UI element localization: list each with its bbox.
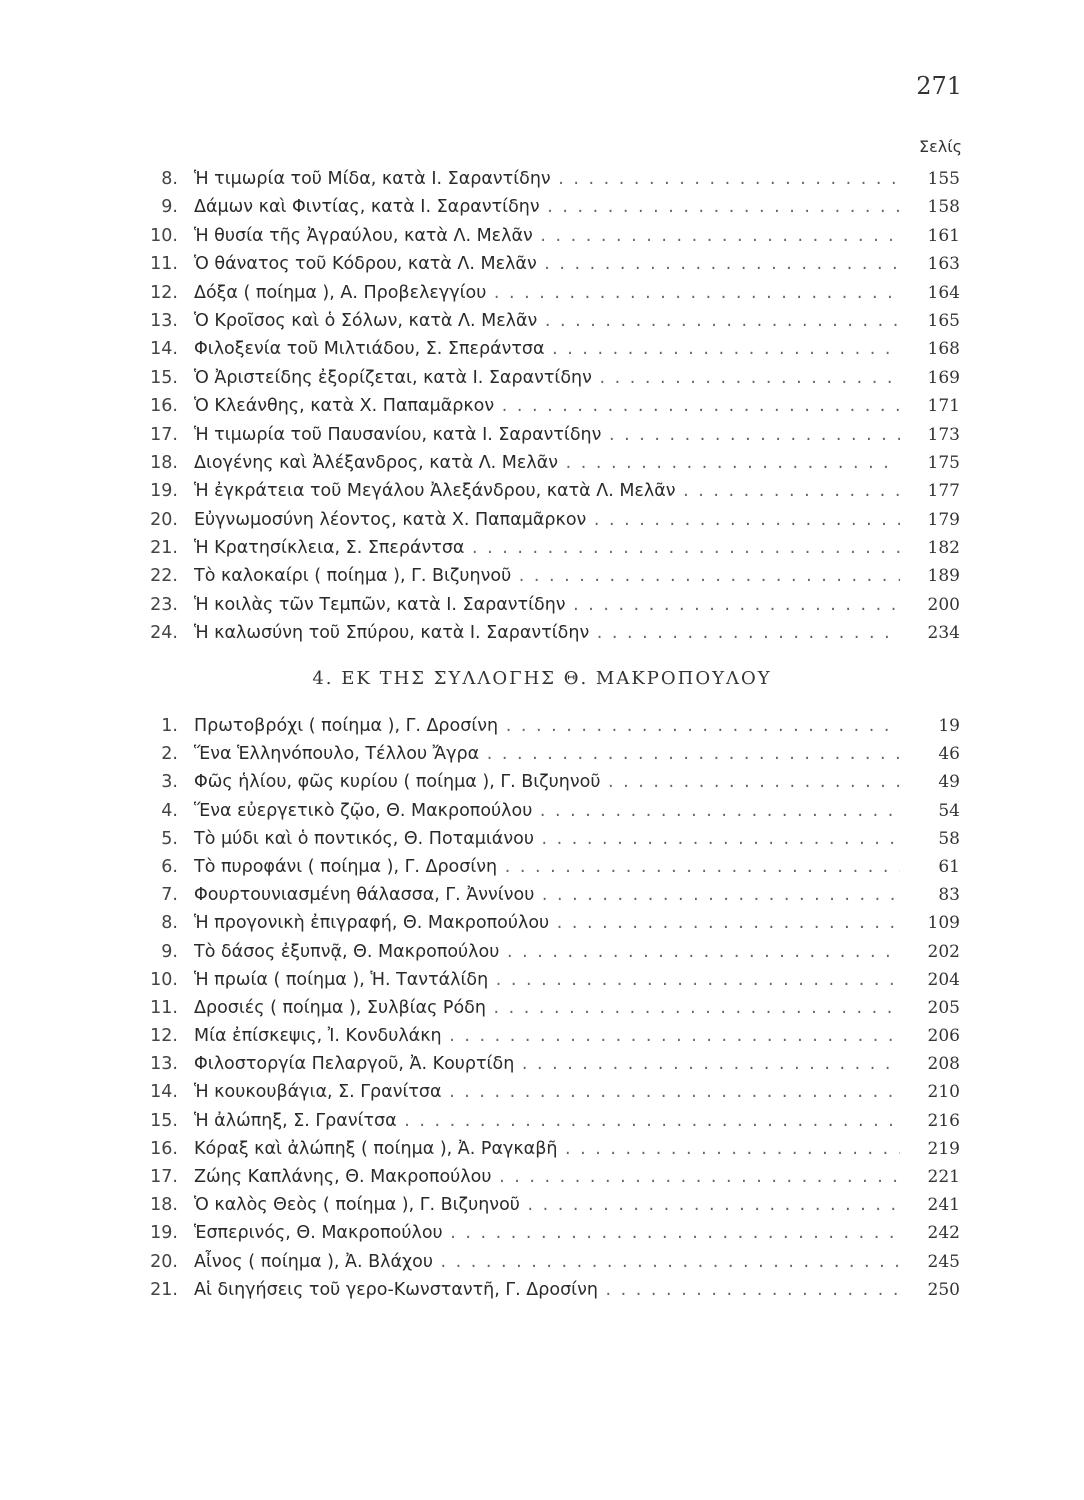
contents-list-section-3 (0, 167, 1084, 650)
toc-entry (0, 479, 1084, 507)
entry-title: Ἡ κουκουβάγια, Σ. Γρανίτσα . . . (194, 1080, 954, 1104)
toc-entry (0, 1193, 1084, 1221)
entry-number: 15. (150, 367, 178, 388)
entry-page-number: 182 (900, 536, 960, 560)
toc-entry (0, 423, 1084, 451)
entry-page-number: 168 (900, 337, 960, 361)
entry-page-number: 177 (900, 479, 960, 503)
entry-page-number: 161 (900, 224, 960, 248)
entry-title: Ἡ τιμωρία τοῦ Μίδα, κατὰ Ι. Σαραντίδην . . . (194, 167, 954, 191)
toc-entry (0, 770, 1084, 798)
toc-entry (0, 1052, 1084, 1080)
toc-entry (0, 309, 1084, 337)
entry-page-number: 163 (900, 252, 960, 276)
entry-page-number: 46 (900, 742, 960, 766)
entry-page-number: 200 (900, 593, 960, 617)
entry-page-number: 61 (900, 855, 960, 879)
toc-entry (0, 1137, 1084, 1165)
entry-number: 6. (161, 856, 178, 877)
entry-number: 7. (161, 885, 178, 906)
entry-page-number: 175 (900, 451, 960, 475)
entry-page-number: 19 (900, 714, 960, 738)
entry-title: Ἡ ἀλώπηξ, Σ. Γρανίτσα . . . (194, 1109, 954, 1133)
entry-number: 11. (150, 254, 178, 275)
entry-page-number: 173 (900, 423, 960, 447)
entry-number: 16. (150, 1138, 178, 1159)
entry-title: Αἶνος ( ποίημα ), Ἀ. Βλάχου . . . (194, 1250, 954, 1274)
toc-entry (0, 167, 1084, 195)
entry-title: Ὁ καλὸς Θεὸς ( ποίημα ), Γ. Βιζυηνοῦ . . . (194, 1193, 954, 1217)
entry-number: 8. (161, 913, 178, 934)
entry-number: 16. (150, 396, 178, 417)
entry-page-number: 54 (900, 799, 960, 823)
entry-title: Δόξα ( ποίημα ), Α. Προβελεγγίου . . . (194, 281, 954, 305)
entry-title: Φουρτουνιασμένη θάλασσα, Γ. Ἀννίνου . . . (194, 883, 954, 907)
entry-title: Φῶς ἡλίου, φῶς κυρίου ( ποίημα ), Γ. Βιζυηνοῦ . . . (194, 770, 954, 794)
toc-entry (0, 1109, 1084, 1137)
entry-title: Φιλοξενία τοῦ Μιλτιάδου, Σ. Σπεράντσα . . . (194, 337, 954, 361)
entry-title: Ἕνα Ἑλληνόπουλο, Τέλλου Ἄγρα . . . (194, 742, 954, 766)
toc-entry (0, 996, 1084, 1024)
entry-title: Δροσιές ( ποίημα ), Συλβίας Ρόδη . . . (194, 996, 954, 1020)
toc-entry (0, 827, 1084, 855)
entry-title: Εὐγνωμοσύνη λέοντος, κατὰ Χ. Παπαμᾶρκον . . . (194, 508, 954, 532)
toc-entry (0, 366, 1084, 394)
page-column-header: Σελίς (918, 137, 962, 156)
entry-number: 12. (150, 1026, 178, 1047)
toc-entry (0, 337, 1084, 365)
entry-title: Ἕνα εὐεργετικὸ ζῷο, Θ. Μακροπούλου . . . (194, 799, 954, 823)
entry-number: 19. (150, 1223, 178, 1244)
toc-entry (0, 742, 1084, 770)
entry-number: 10. (150, 969, 178, 990)
entry-number: 4. (161, 800, 178, 821)
contents-list-section-4 (0, 714, 1084, 1306)
toc-entry (0, 1024, 1084, 1052)
entry-page-number: 58 (900, 827, 960, 851)
toc-entry (0, 714, 1084, 742)
entry-title: Ζώης Καπλάνης, Θ. Μακροπούλου . . . (194, 1165, 954, 1189)
toc-entry (0, 621, 1084, 649)
toc-entry (0, 799, 1084, 827)
entry-title: Ὁ Κλεάνθης, κατὰ Χ. Παπαμᾶρκον . . . (194, 394, 954, 418)
entry-page-number: 208 (900, 1052, 960, 1076)
entry-title: Ἡ κοιλὰς τῶν Τεμπῶν, κατὰ Ι. Σαραντίδην . . . (194, 593, 954, 617)
entry-title: Φιλοστοργία Πελαργοῦ, Ἀ. Κουρτίδη . . . (194, 1052, 954, 1076)
entry-title: Ἡ ἐγκράτεια τοῦ Μεγάλου Ἀλεξάνδρου, κατὰ Λ. Μελᾶν . . . (194, 479, 954, 503)
entry-number: 2. (161, 744, 178, 765)
entry-number: 9. (161, 941, 178, 962)
entry-title: Ἡ τιμωρία τοῦ Παυσανίου, κατὰ Ι. Σαραντίδην . . . (194, 423, 954, 447)
entry-number: 9. (161, 197, 178, 218)
entry-number: 5. (161, 828, 178, 849)
entry-number: 1. (161, 716, 178, 736)
entry-page-number: 169 (900, 366, 960, 390)
entry-title: Ἡ καλωσύνη τοῦ Σπύρου, κατὰ Ι. Σαραντίδην . . . (194, 621, 954, 645)
entry-number: 22. (150, 566, 178, 587)
toc-entry (0, 1278, 1084, 1306)
entry-page-number: 83 (900, 883, 960, 907)
toc-entry (0, 940, 1084, 968)
entry-page-number: 164 (900, 281, 960, 305)
toc-entry (0, 195, 1084, 223)
entry-page-number: 245 (900, 1250, 960, 1274)
entry-number: 11. (150, 997, 178, 1018)
entry-title: Κόραξ καὶ ἀλώπηξ ( ποίημα ), Ἀ. Ραγκαβῆ . . . (194, 1137, 954, 1161)
entry-page-number: 221 (900, 1165, 960, 1189)
entry-title: Αἱ διηγήσεις τοῦ γερο-Κωνσταντῆ, Γ. Δροσίνη . . . (194, 1278, 954, 1302)
entry-title: Τὸ μύδι καὶ ὁ ποντικός, Θ. Ποταμιάνου . . . (194, 827, 954, 851)
entry-number: 18. (150, 1195, 178, 1216)
entry-title: Ὁ Κροῖσος καὶ ὁ Σόλων, κατὰ Λ. Μελᾶν . . . (194, 309, 954, 333)
entry-page-number: 206 (900, 1024, 960, 1048)
section-heading: 4. ΕΚ ΤΗΣ ΣΥΛΛΟΓΗΣ Θ. ΜΑΚΡΟΠΟΥΛΟΥ (312, 668, 772, 689)
entry-title: Ἡ προγονικὴ ἐπιγραφή, Θ. Μακροπούλου . . . (194, 911, 954, 935)
entry-title: Ὁ Ἀριστείδης ἐξορίζεται, κατὰ Ι. Σαραντίδην . . . (194, 366, 954, 390)
entry-number: 21. (150, 1279, 178, 1300)
entry-page-number: 109 (900, 911, 960, 935)
toc-entry (0, 564, 1084, 592)
toc-entry (0, 593, 1084, 621)
entry-title: Ὁ θάνατος τοῦ Κόδρου, κατὰ Λ. Μελᾶν . . . (194, 252, 954, 276)
entry-title: Ἡ πρωία ( ποίημα ), Ἡ. Ταντάλίδη . . . (194, 968, 954, 992)
page-number: 271 (916, 72, 962, 100)
entry-page-number: 234 (900, 621, 960, 645)
toc-entry (0, 855, 1084, 883)
entry-page-number: 241 (900, 1193, 960, 1217)
entry-page-number: 165 (900, 309, 960, 333)
entry-page-number: 216 (900, 1109, 960, 1133)
entry-page-number: 210 (900, 1080, 960, 1104)
entry-number: 20. (150, 1251, 178, 1272)
entry-number: 12. (150, 282, 178, 303)
toc-entry (0, 252, 1084, 280)
toc-entry (0, 1165, 1084, 1193)
toc-entry (0, 1250, 1084, 1278)
toc-entry (0, 536, 1084, 564)
toc-entry (0, 508, 1084, 536)
toc-entry (0, 281, 1084, 309)
entry-page-number: 250 (900, 1278, 960, 1302)
toc-entry (0, 451, 1084, 479)
entry-page-number: 202 (900, 940, 960, 964)
entry-title: Ἡ θυσία τῆς Ἀγραύλου, κατὰ Λ. Μελᾶν . . . (194, 224, 954, 248)
entry-title: Πρωτοβρόχι ( ποίημα ), Γ. Δροσίνη . . . (194, 714, 954, 738)
entry-title: Τὸ πυροφάνι ( ποίημα ), Γ. Δροσίνη . . . (194, 855, 954, 879)
entry-title: Δάμων καὶ Φιντίας, κατὰ Ι. Σαραντίδην . . . (194, 195, 954, 219)
entry-number: 13. (150, 310, 178, 331)
toc-entry (0, 1221, 1084, 1249)
entry-number: 14. (150, 1082, 178, 1103)
toc-entry (0, 968, 1084, 996)
entry-title: Μία ἐπίσκεψις, Ἰ. Κονδυλάκη . . . (194, 1024, 954, 1048)
entry-title: Τὸ δάσος ἐξυπνᾷ, Θ. Μακροπούλου . . . (194, 940, 954, 964)
entry-page-number: 158 (900, 195, 960, 219)
entry-number: 8. (161, 169, 178, 189)
entry-title: Διογένης καὶ Ἀλέξανδρος, κατὰ Λ. Μελᾶν . . . (194, 451, 954, 475)
toc-entry (0, 224, 1084, 252)
entry-page-number: 204 (900, 968, 960, 992)
entry-title: Τὸ καλοκαίρι ( ποίημα ), Γ. Βιζυηνοῦ . . . (194, 564, 954, 588)
entry-number: 20. (150, 509, 178, 530)
entry-number: 21. (150, 538, 178, 559)
entry-number: 19. (150, 481, 178, 502)
entry-title: Ἑσπερινός, Θ. Μακροπούλου . . . (194, 1221, 954, 1245)
entry-page-number: 242 (900, 1221, 960, 1245)
entry-number: 18. (150, 452, 178, 473)
toc-entry (0, 394, 1084, 422)
entry-page-number: 155 (900, 167, 960, 191)
entry-page-number: 179 (900, 508, 960, 532)
entry-page-number: 189 (900, 564, 960, 588)
entry-number: 17. (150, 424, 178, 445)
toc-entry (0, 1080, 1084, 1108)
entry-title: Ἡ Κρατησίκλεια, Σ. Σπεράντσα . . . (194, 536, 954, 560)
entry-number: 15. (150, 1110, 178, 1131)
entry-page-number: 171 (900, 394, 960, 418)
entry-page-number: 205 (900, 996, 960, 1020)
entry-number: 13. (150, 1054, 178, 1075)
entry-number: 10. (150, 225, 178, 246)
entry-number: 17. (150, 1167, 178, 1187)
entry-page-number: 49 (900, 770, 960, 794)
entry-number: 24. (150, 623, 178, 644)
entry-page-number: 219 (900, 1137, 960, 1161)
entry-number: 14. (150, 339, 178, 360)
entry-number: 23. (150, 594, 178, 615)
toc-entry (0, 911, 1084, 939)
entry-number: 3. (161, 772, 178, 793)
toc-entry (0, 883, 1084, 911)
